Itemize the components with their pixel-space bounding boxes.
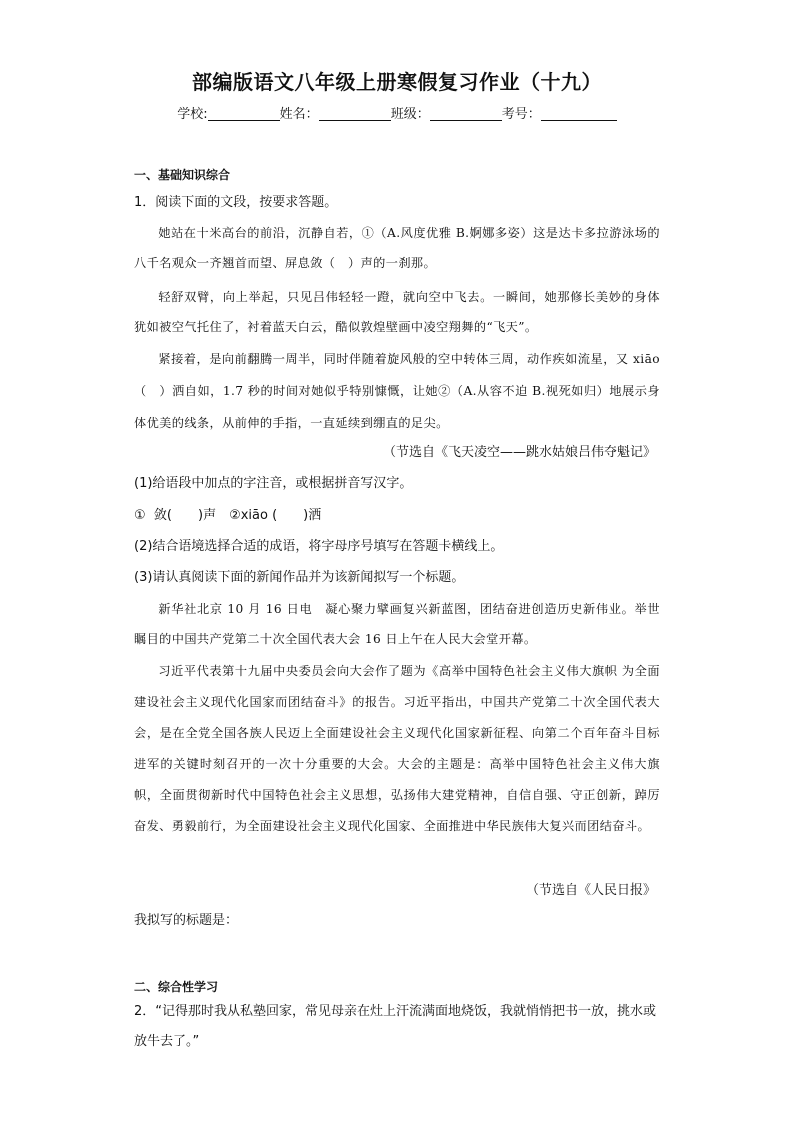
class-label: 班级： <box>390 107 430 122</box>
section-1-heading: 一、基础知识综合 <box>134 168 231 182</box>
school-blank[interactable] <box>208 106 280 121</box>
school-label: 学校: <box>177 107 208 122</box>
passage-paragraph-3: 紧接着，是向前翻腾一周半，同时伴随着旋风般的空中转体三周，动作疾如流星，又 xiāo （ ）洒自如，1.7 秒的时间对她似乎特别慷慨，让她②（A.从容不迫 B.视死如归）地展示身体优美的线条，从前伸的手指，一直延续到绷直的足尖。 <box>134 352 673 430</box>
exam-no-blank[interactable] <box>541 106 617 121</box>
exam-no-label: 考号： <box>501 107 541 122</box>
news-source: （节选自《人民日报》 <box>525 883 656 898</box>
page-title: 部编版语文八年级上册寒假复习作业（十九） <box>192 70 602 94</box>
subquestion-1: (1)给语段中加点的字注音，或根据拼音写汉字。 <box>134 476 413 491</box>
passage-source: （节选自《飞天凌空——跳水姑娘吕伟夺魁记》 <box>382 445 656 460</box>
news-paragraph-1: 新华社北京 10 月 16 日电 凝心聚力擘画复兴新蓝图，团结奋进创造历史新伟业。举世瞩目的中国共产党第二十次全国代表大会 16 日上午在人民大会堂开幕。 <box>134 602 660 646</box>
passage-paragraph-1: 她站在十米高台的前沿，沉静自若，①（A.风度优雅 B.婀娜多姿）这是达卡多拉游泳场的八千名观众一齐翘首而望、屏息敛（ ）声的一刹那。 <box>134 226 660 270</box>
subquestion-2: (2)结合语境选择合适的成语，将字母序号填写在答题卡横线上。 <box>134 539 504 554</box>
subquestion-3: (3)请认真阅读下面的新闻作品并为该新闻拟写一个标题。 <box>134 570 465 585</box>
student-info-line <box>0 103 794 122</box>
section-2-heading: 二、综合性学习 <box>134 980 219 994</box>
name-blank[interactable] <box>319 106 391 121</box>
class-blank[interactable] <box>430 106 502 121</box>
my-title-label: 我拟写的标题是： <box>134 913 239 928</box>
question-1-prompt: 1．阅读下面的文段，按要求答题。 <box>134 195 338 210</box>
passage-paragraph-2: 轻舒双臂，向上举起，只见吕伟轻轻一蹬，就向空中飞去。一瞬间，她那修长美妙的身体犹如被空气托住了，衬着蓝天白云，酷似敦煌壁画中凌空翔舞的“飞天”。 <box>134 290 660 334</box>
name-label: 姓名： <box>279 107 319 122</box>
question-2-prompt: 2．“记得那时我从私塾回家，常见母亲在灶上汗流满面地烧饭，我就悄悄把书一放，挑水或放牛去了。” <box>134 1004 657 1049</box>
subquestion-1-items: ① 敛( )声 ②xiāo ( )洒 <box>134 508 322 523</box>
news-paragraph-2: 习近平代表第十九届中央委员会向大会作了题为《高举中国特色社会主义伟大旗帜 为全面建设社会主义现代化国家而团结奋斗》的报告。习近平指出，中国共产党第二十次全国代表大会，是在全党全国各族人民迈上全面建设社会主义现代化国家新征程、向第二个百年奋斗目标进军的关键时刻召开的一次十分重要的大会。大会的主题是：高举中国特色社会主义伟大旗帜，全面贯彻新时代中国特色社会主义思想，弘扬伟大建党精神，自信自强、守正创新，踔厉奋发、勇毅前行，为全面建设社会主义现代化国家、全面推进中华民族伟大复兴而团结奋斗。 <box>134 664 660 833</box>
